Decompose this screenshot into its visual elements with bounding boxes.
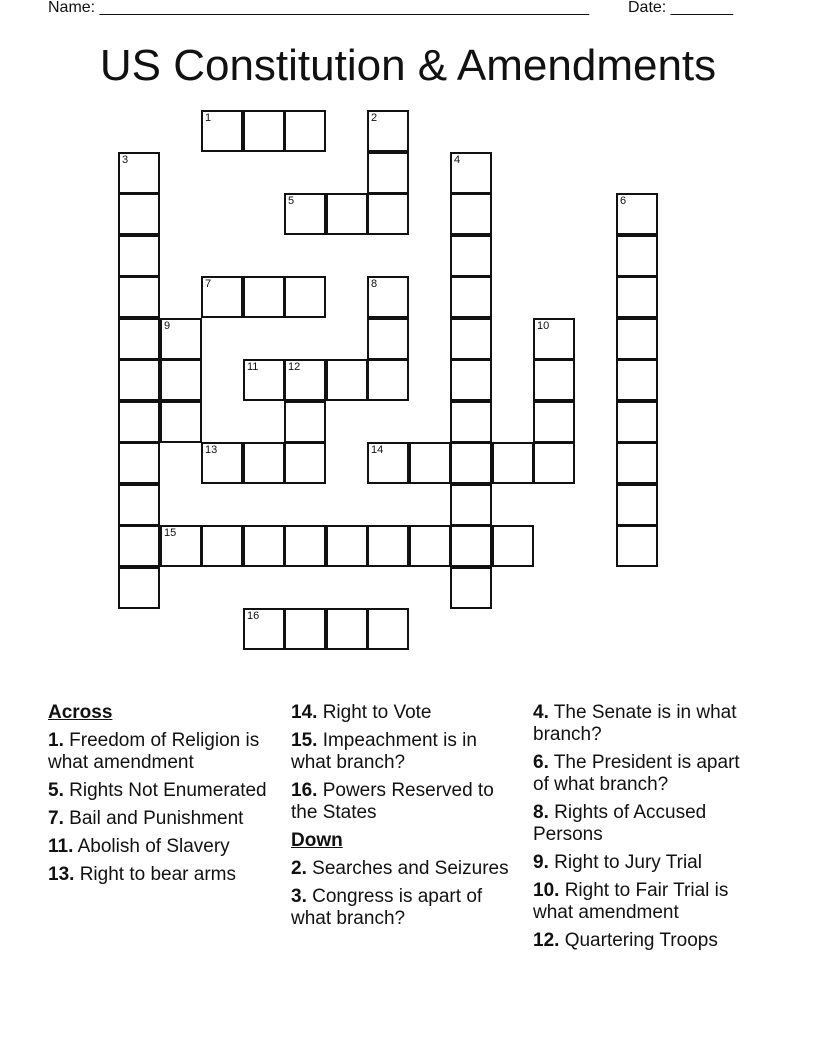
crossword-cell[interactable] (243, 608, 285, 650)
crossword-cell[interactable] (616, 442, 658, 484)
crossword-cell[interactable] (284, 110, 326, 152)
clue-number: 7. (48, 808, 64, 829)
crossword-cell[interactable] (118, 401, 160, 443)
clue-column-3 (533, 702, 755, 958)
crossword-cell[interactable] (326, 193, 368, 235)
clue-text: Powers Reserved to the States (291, 780, 494, 823)
clue-text: Bail and Punishment (69, 808, 244, 829)
clue-number: 1. (48, 730, 64, 751)
clue-text: Right to bear arms (79, 864, 236, 885)
crossword-cell[interactable] (201, 442, 243, 484)
crossword-cell[interactable] (284, 525, 326, 567)
clue-number: 9. (533, 852, 549, 873)
clue-number: 12. (533, 930, 560, 951)
clue-number: 16. (291, 780, 318, 801)
crossword-cell[interactable] (450, 359, 492, 401)
crossword-cell[interactable] (450, 235, 492, 277)
crossword-cell[interactable] (616, 484, 658, 526)
crossword-cell[interactable] (326, 359, 368, 401)
clue-text: Right to Vote (322, 702, 432, 723)
clue-text: Rights Not Enumerated (69, 780, 267, 801)
crossword-cell[interactable] (616, 318, 658, 360)
crossword-cell[interactable] (118, 235, 160, 277)
cell-number: 4 (454, 154, 461, 166)
crossword-cell[interactable] (533, 318, 575, 360)
crossword-cell[interactable] (160, 401, 202, 443)
cell-number: 3 (122, 154, 129, 166)
cell-number: 7 (205, 278, 212, 290)
crossword-cell[interactable] (201, 276, 243, 318)
crossword-cell[interactable] (284, 608, 326, 650)
clue-across-1 (48, 730, 270, 774)
crossword-cell[interactable] (616, 401, 658, 443)
crossword-cell[interactable] (326, 608, 368, 650)
clue-number: 11. (48, 836, 74, 857)
crossword-cell[interactable] (616, 193, 658, 235)
clue-text: Right to Jury Trial (554, 852, 702, 873)
clue-down-9 (533, 852, 755, 874)
crossword-cell[interactable] (367, 193, 409, 235)
crossword-cell[interactable] (616, 359, 658, 401)
clue-down-8 (533, 802, 755, 846)
clue-text: Rights of Accused Persons (533, 802, 707, 845)
crossword-cell[interactable] (450, 525, 492, 567)
crossword-cell[interactable] (616, 235, 658, 277)
crossword-cell[interactable] (616, 276, 658, 318)
clue-down-4 (533, 702, 755, 746)
crossword-cell[interactable] (284, 276, 326, 318)
crossword-cell[interactable] (450, 193, 492, 235)
crossword-cell[interactable] (243, 359, 285, 401)
across-heading: Across (48, 702, 113, 723)
clue-down-10 (533, 880, 755, 924)
crossword-cell[interactable] (450, 276, 492, 318)
crossword-cell[interactable] (118, 484, 160, 526)
crossword-cell[interactable] (367, 152, 409, 194)
crossword-cell[interactable] (533, 401, 575, 443)
clue-text: Impeachment is in what branch? (291, 730, 477, 773)
crossword-cell[interactable] (409, 442, 451, 484)
cell-number: 12 (288, 361, 301, 373)
crossword-cell[interactable] (616, 525, 658, 567)
crossword-cell[interactable] (367, 525, 409, 567)
cell-number: 2 (371, 112, 378, 124)
crossword-cell[interactable] (118, 525, 160, 567)
cell-number: 1 (205, 112, 212, 124)
cell-number: 14 (371, 444, 384, 456)
clue-across-11 (48, 836, 270, 858)
crossword-cell[interactable] (367, 442, 409, 484)
crossword-cell[interactable] (201, 525, 243, 567)
page-title: US Constitution & Amendments (99, 41, 717, 90)
clue-number: 6. (533, 752, 549, 773)
crossword-cell[interactable] (201, 110, 243, 152)
clue-number: 2. (291, 858, 307, 879)
crossword-cell[interactable] (243, 276, 285, 318)
clue-text: Quartering Troops (564, 930, 718, 951)
crossword-cell[interactable] (118, 567, 160, 609)
crossword-cell[interactable] (450, 442, 492, 484)
cell-number: 15 (164, 527, 177, 539)
cell-number: 6 (620, 195, 627, 207)
crossword-cell[interactable] (492, 525, 534, 567)
clue-column-2 (291, 702, 513, 936)
crossword-cell[interactable] (367, 359, 409, 401)
clue-number: 14. (291, 702, 318, 723)
crossword-cell[interactable] (450, 401, 492, 443)
crossword-cell[interactable] (243, 110, 285, 152)
clue-text: Searches and Seizures (312, 858, 509, 879)
crossword-cell[interactable] (243, 442, 285, 484)
crossword-cell[interactable] (450, 152, 492, 194)
crossword-cell[interactable] (533, 359, 575, 401)
crossword-cell[interactable] (450, 318, 492, 360)
clue-text: The President is apart of what branch? (533, 752, 740, 795)
clue-text: Congress is apart of what branch? (291, 886, 483, 929)
crossword-cell[interactable] (284, 193, 326, 235)
crossword-cell[interactable] (160, 359, 202, 401)
clue-text: Abolish of Slavery (77, 836, 230, 857)
clue-down-12 (533, 930, 755, 952)
cell-number: 9 (164, 320, 171, 332)
crossword-cell[interactable] (243, 525, 285, 567)
crossword-cell[interactable] (160, 525, 202, 567)
clue-across-7 (48, 808, 270, 830)
crossword-cell[interactable] (284, 401, 326, 443)
crossword-cell[interactable] (284, 359, 326, 401)
crossword-cell[interactable] (409, 525, 451, 567)
clue-number: 3. (291, 886, 307, 907)
crossword-cell[interactable] (118, 193, 160, 235)
clue-number: 13. (48, 864, 75, 885)
clue-number: 5. (48, 780, 64, 801)
crossword-cell[interactable] (367, 318, 409, 360)
crossword-cell[interactable] (492, 442, 534, 484)
clue-text: Right to Fair Trial is what amendment (533, 880, 729, 923)
crossword-cell[interactable] (450, 567, 492, 609)
date-field-label[interactable]: Date: _______ (628, 0, 733, 16)
clue-number: 8. (533, 802, 549, 823)
cell-number: 16 (247, 610, 260, 622)
crossword-cell[interactable] (367, 276, 409, 318)
clue-list (48, 702, 768, 1002)
clue-across-5 (48, 780, 270, 802)
cell-number: 13 (205, 444, 218, 456)
clue-across-15 (291, 730, 513, 774)
clue-number: 10. (533, 880, 560, 901)
clue-number: 15. (291, 730, 318, 751)
cell-number: 5 (288, 195, 295, 207)
clue-column-1 (48, 702, 270, 892)
crossword-cell[interactable] (284, 442, 326, 484)
clue-text: Freedom of Religion is what amendment (48, 730, 260, 773)
clue-down-6 (533, 752, 755, 796)
cell-number: 8 (371, 278, 378, 290)
clue-across-13 (48, 864, 270, 886)
clue-across-16 (291, 780, 513, 824)
crossword-cell[interactable] (118, 152, 160, 194)
clue-down-2 (291, 858, 513, 880)
cell-number: 11 (247, 361, 259, 373)
crossword-cell[interactable] (367, 608, 409, 650)
crossword-cell[interactable] (533, 442, 575, 484)
clue-down-3 (291, 886, 513, 930)
crossword-cell[interactable] (118, 318, 160, 360)
crossword-cell[interactable] (450, 484, 492, 526)
name-field-label[interactable]: Name: _______________________________________________________ (48, 0, 589, 16)
crossword-cell[interactable] (160, 318, 202, 360)
clue-text: The Senate is in what branch? (533, 702, 737, 745)
crossword-cell[interactable] (326, 525, 368, 567)
crossword-cell[interactable] (118, 359, 160, 401)
down-heading: Down (291, 830, 343, 851)
clue-number: 4. (533, 702, 549, 723)
clue-across-14 (291, 702, 513, 724)
cell-number: 10 (537, 320, 550, 332)
crossword-cell[interactable] (367, 110, 409, 152)
crossword-cell[interactable] (118, 442, 160, 484)
crossword-cell[interactable] (118, 276, 160, 318)
